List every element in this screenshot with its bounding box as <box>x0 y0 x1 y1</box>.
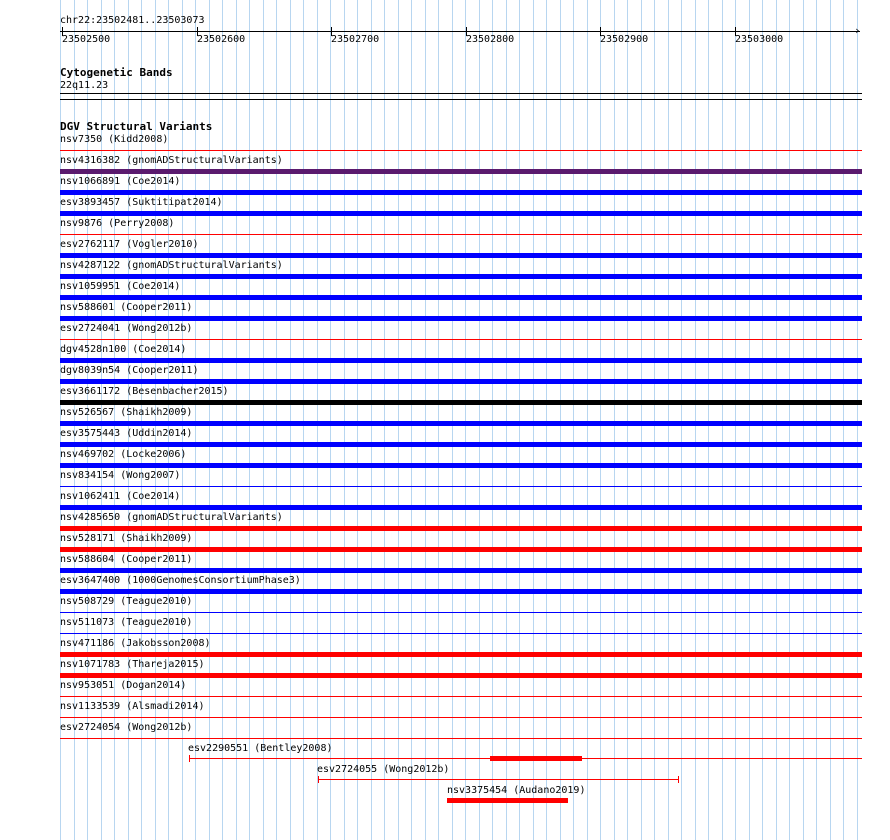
variant-label[interactable]: esv3575443 (Uddin2014) <box>60 428 193 439</box>
variant-label[interactable]: esv2290551 (Bentley2008) <box>188 743 333 754</box>
ruler-arrow-icon: › <box>854 24 861 37</box>
variant-label[interactable]: nsv3375454 (Audano2019) <box>447 785 586 796</box>
variant-feature[interactable] <box>60 442 862 447</box>
variant-label[interactable]: nsv1071783 (Thareja2015) <box>60 659 205 670</box>
variant-label[interactable]: nsv9876 (Perry2008) <box>60 218 175 229</box>
ruler-tick-label: 23502600 <box>197 34 246 45</box>
variant-feature[interactable] <box>60 211 862 216</box>
variant-feature[interactable] <box>60 316 862 321</box>
variant-feature[interactable] <box>60 673 862 678</box>
variant-label[interactable]: nsv1066891 (Coe2014) <box>60 176 181 187</box>
variant-feature[interactable] <box>447 798 568 803</box>
variant-feature[interactable] <box>60 612 862 613</box>
ruler-tick-label: 23502900 <box>600 34 649 45</box>
variant-feature-block[interactable] <box>490 756 582 761</box>
variant-feature[interactable] <box>60 526 862 531</box>
variant-feature[interactable] <box>60 379 862 384</box>
variant-feature[interactable] <box>60 486 862 487</box>
ruler-tick-label: 23503000 <box>735 34 784 45</box>
variant-label[interactable]: nsv471186 (Jakobsson2008) <box>60 638 211 649</box>
variant-label[interactable]: nsv953051 (Dogan2014) <box>60 680 187 691</box>
ruler-axis <box>60 31 860 32</box>
variant-feature[interactable] <box>60 190 862 195</box>
variant-feature[interactable] <box>60 589 862 594</box>
cytoband-label[interactable]: 22q11.23 <box>60 80 109 91</box>
variant-feature[interactable] <box>318 779 679 780</box>
variant-feature[interactable] <box>60 505 862 510</box>
variant-label[interactable]: nsv588601 (Cooper2011) <box>60 302 193 313</box>
variant-feature[interactable] <box>60 358 862 363</box>
variant-feature[interactable] <box>60 547 862 552</box>
cytoband-ideogram-bottom <box>60 99 862 100</box>
dgv-track-title: DGV Structural Variants <box>60 120 213 133</box>
variant-feature[interactable] <box>60 696 862 697</box>
variant-feature[interactable] <box>60 717 862 718</box>
ruler-tick-label: 23502500 <box>62 34 111 45</box>
variant-label[interactable]: nsv508729 (Teague2010) <box>60 596 193 607</box>
variant-label[interactable]: nsv511073 (Teague2010) <box>60 617 193 628</box>
variant-feature[interactable] <box>60 234 862 235</box>
variant-feature[interactable] <box>60 568 862 573</box>
variant-feature[interactable] <box>60 253 862 258</box>
variant-label[interactable]: esv3647400 (1000GenomesConsortiumPhase3) <box>60 575 301 586</box>
variant-feature[interactable] <box>60 169 862 174</box>
variant-feature[interactable] <box>60 463 862 468</box>
variant-label[interactable]: nsv1062411 (Coe2014) <box>60 491 181 502</box>
variant-label[interactable]: dgv4528n100 (Coe2014) <box>60 344 187 355</box>
variant-label[interactable]: esv3893457 (Suktitipat2014) <box>60 197 223 208</box>
variant-label[interactable]: nsv4285650 (gnomADStructuralVariants) <box>60 512 283 523</box>
variant-label[interactable]: esv2724041 (Wong2012b) <box>60 323 193 334</box>
variant-feature[interactable] <box>60 339 862 340</box>
variant-feature[interactable] <box>60 400 862 405</box>
variant-label[interactable]: nsv4316382 (gnomADStructuralVariants) <box>60 155 283 166</box>
variant-feature[interactable] <box>60 295 862 300</box>
variant-label[interactable]: nsv834154 (Wong2007) <box>60 470 181 481</box>
variant-label[interactable]: nsv469702 (Locke2006) <box>60 449 187 460</box>
ruler-position-label: chr22:23502481..23503073 <box>60 15 205 26</box>
variant-label[interactable]: nsv4287122 (gnomADStructuralVariants) <box>60 260 283 271</box>
variant-label[interactable]: dgv8039n54 (Cooper2011) <box>60 365 199 376</box>
variant-label[interactable]: esv2762117 (Vogler2010) <box>60 239 199 250</box>
variant-feature[interactable] <box>60 633 862 634</box>
variant-label[interactable]: esv2724054 (Wong2012b) <box>60 722 193 733</box>
variant-label[interactable]: nsv1133539 (Alsmadi2014) <box>60 701 205 712</box>
variant-label[interactable]: nsv1059951 (Coe2014) <box>60 281 181 292</box>
variant-label[interactable]: nsv526567 (Shaikh2009) <box>60 407 193 418</box>
variant-endcap <box>189 755 190 762</box>
variant-feature[interactable] <box>60 738 862 739</box>
variant-label[interactable]: esv3661172 (Besenbacher2015) <box>60 386 229 397</box>
variant-label[interactable]: nsv588604 (Cooper2011) <box>60 554 193 565</box>
variant-label[interactable]: esv2724055 (Wong2012b) <box>317 764 450 775</box>
variant-endcap <box>678 776 679 783</box>
ruler-tick-label: 23502800 <box>466 34 515 45</box>
cytoband-ideogram-top <box>60 93 862 94</box>
cytoband-track-title: Cytogenetic Bands <box>60 66 173 79</box>
variant-feature[interactable] <box>60 652 862 657</box>
variant-label[interactable]: nsv528171 (Shaikh2009) <box>60 533 193 544</box>
variant-label[interactable]: nsv7350 (Kidd2008) <box>60 134 169 145</box>
ruler-tick-label: 23502700 <box>331 34 380 45</box>
variant-endcap <box>318 776 319 783</box>
variant-feature[interactable] <box>60 421 862 426</box>
variant-feature[interactable] <box>60 274 862 279</box>
variant-feature[interactable] <box>60 150 862 151</box>
